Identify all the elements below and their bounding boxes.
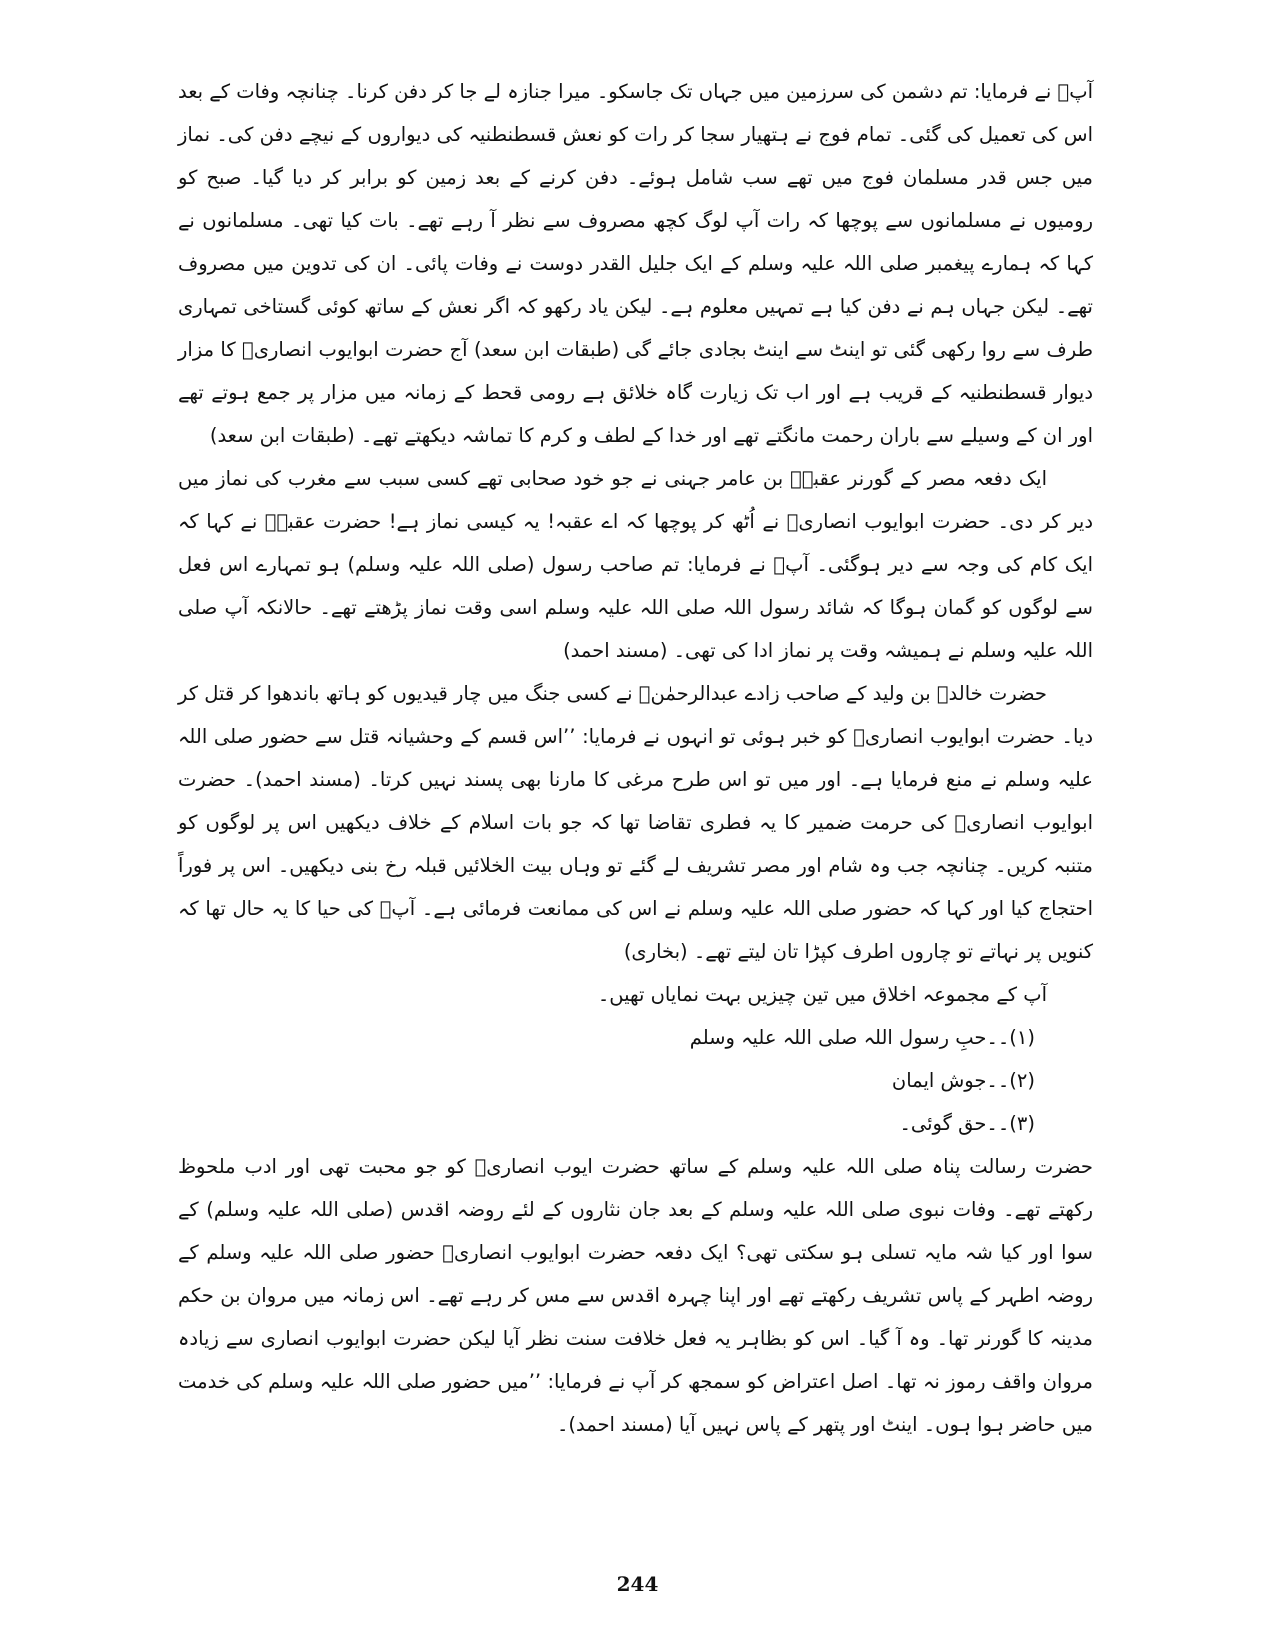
list-item-love-of-prophet: (۱)۔۔حبِ رسول اللہ صلی اللہ علیہ وسلم [689,1026,1035,1049]
paragraph-character: آپ کے مجموعہ اخلاق میں تین چیزیں بہت نمایاں تھیں۔ [597,983,1047,1006]
paragraph-burial: آپؓ نے فرمایا: تم دشمن کی سرزمین میں جہاں تک جاسکو۔ میرا جنازہ لے جا کر دفن کرنا۔ چنانچہ وفات کے بعد اس کی تعمیل کی گئی۔ تمام فوج نے ہتھیار سجا کر رات کو نعش قسطنطنیہ کی دیواروں کے نیچے دفن کی۔ نماز میں جس قدر مسلمان فوج میں تھے سب شامل ہوئے۔ دفن کرنے کے بعد زمین کو برابر کر دیا گیا۔ صبح کو رومیوں نے مسلمانوں سے پوچھا کہ رات آپ لوگ کچھ مصروف سے نظر آ رہے تھے۔ بات کیا تھی۔ مسلمانوں نے کہا کہ ہمارے پیغمبر صلی اللہ علیہ وسلم کے ایک جلیل القدر دوست نے وفات پائی۔ ان کی تدوین میں مصروف تھے۔ لیکن جہاں ہم نے دفن کیا ہے تمہیں معلوم ہے۔ لیکن یاد رکھو کہ اگر نعش کے ساتھ کوئی گستاخی تمہاری طرف سے روا رکھی گئی تو اینٹ سے اینٹ بجادی جائے گی (طبقات ابن سعد) آج حضرت ابوایوب انصاریؓ کا مزار دیوار قسطنطنیہ کے قریب ہے اور اب تک زیارت گاہ خلائق ہے رومی قحط کے زمانہ میں مزار پر جمع ہوتے تھے اور ان کے وسیلے سے باران رحمت مانگتے تھے اور خدا کے لطف و کرم کا تماشہ دیکھتے تھے۔ (طبقات ابن سعد) [178,80,1093,447]
page-number: 244 [616,1572,659,1596]
list-item-faith: (۲)۔۔جوش ایمان [891,1069,1035,1092]
paragraph-khalid: حضرت خالدؓ بن ولید کے صاحب زادے عبدالرحمٰنؒ نے کسی جنگ میں چار قیدیوں کو ہاتھ باندھوا کر قتل کر دیا۔ حضرت ابوایوب انصاریؓ کو خبر ہوئی تو انہوں نے فرمایا: ’’اس قسم کے وحشیانہ قتل سے حضور صلی اللہ علیہ وسلم نے منع فرمایا ہے۔ اور میں تو اس طرح مرغی کا مارنا بھی پسند نہیں کرتا۔ (مسند احمد)۔ حضرت ابوایوب انصاریؓ کی حرمت ضمیر کا یہ فطری تقاضا تھا کہ جو بات اسلام کے خلاف دیکھیں اس پر لوگوں کو متنبہ کریں۔ چنانچہ جب وہ شام اور مصر تشریف لے گئے تو وہاں بیت الخلائیں قبلہ رخ بنی دیکھیں۔ اس پر فوراً احتجاج کیا اور کہا کہ حضور صلی اللہ علیہ وسلم نے اس کی ممانعت فرمائی ہے۔ آپؓ کی حیا کا یہ حال تھا کہ کنویں پر نہاتے تو چاروں اطرف کپڑا تان لیتے تھے۔ (بخاری) [178,682,1093,963]
document-page [178,70,1093,1570]
paragraph-rauza: حضرت رسالت پناہ صلی اللہ علیہ وسلم کے ساتھ حضرت ایوب انصاریؓ کو جو محبت تھی اور ادب ملحوظ رکھتے تھے۔ وفات نبوی صلی اللہ علیہ وسلم کے بعد جان نثاروں کے لئے روضہ اقدس (صلی اللہ علیہ وسلم) کے سوا اور کیا شہ مایہ تسلی ہو سکتی تھی؟ ایک دفعہ حضرت ابوایوب انصاریؓ حضور صلی اللہ علیہ وسلم کے روضہ اطہر کے پاس تشریف رکھتے تھے اور اپنا چہرہ اقدس سے مس کر رہے تھے۔ اس زمانہ میں مروان بن حکم مدینہ کا گورنر تھا۔ وہ آ گیا۔ اس کو بظاہر یہ فعل خلافت سنت نظر آیا لیکن حضرت ابوایوب انصاری سے زیادہ مروان واقف رموز نہ تھا۔ اصل اعتراض کو سمجھ کر آپ نے فرمایا: ’’میں حضور صلی اللہ علیہ وسلم کی خدمت میں حاضر ہوا ہوں۔ اینٹ اور پتھر کے پاس نہیں آیا (مسند احمد)۔ [178,1155,1093,1436]
list-item-truthfulness: (۳)۔۔حق گوئی۔ [899,1112,1035,1135]
paragraph-uqba: ایک دفعہ مصر کے گورنر عقبہؓ بن عامر جہنی نے جو خود صحابی تھے کسی سبب سے مغرب کی نماز میں دیر کر دی۔ حضرت ابوایوب انصاریؓ نے اُٹھ کر پوچھا کہ اے عقبہ! یہ کیسی نماز ہے! حضرت عقبہؓ نے کہا کہ ایک کام کی وجہ سے دیر ہوگئی۔ آپؓ نے فرمایا: تم صاحب رسول (صلی اللہ علیہ وسلم) ہو تمہارے اس فعل سے لوگوں کو گمان ہوگا کہ شائد رسول اللہ صلی اللہ علیہ وسلم اسی وقت نماز پڑھتے تھے۔ حالانکہ آپ صلی اللہ علیہ وسلم نے ہمیشہ وقت پر نماز ادا کی تھی۔ (مسند احمد) [178,467,1093,662]
